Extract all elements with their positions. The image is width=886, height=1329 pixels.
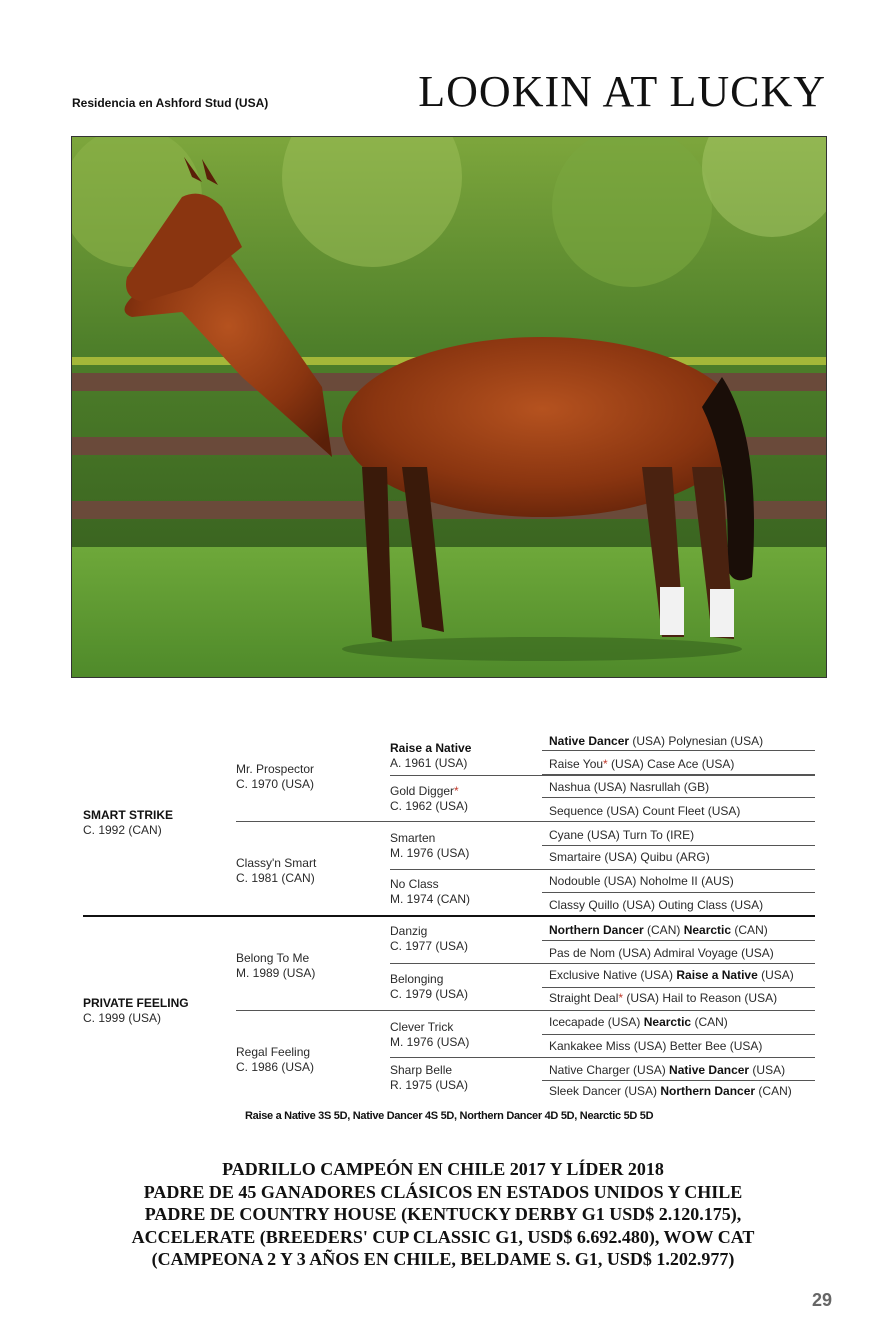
ancestor-detail: M. 1976 (USA) bbox=[390, 846, 470, 860]
achievement-line: PADRILLO CAMPEÓN EN CHILE 2017 Y LÍDER 2018 bbox=[222, 1159, 664, 1179]
ancestor-name: Count Fleet (USA) bbox=[642, 804, 741, 818]
gen3-cell bbox=[390, 784, 468, 814]
ancestor-country: (USA) bbox=[600, 874, 640, 888]
achievement-line: PADRE DE COUNTRY HOUSE (KENTUCKY DERBY G1 USD$ 2.120.175), bbox=[144, 1204, 742, 1224]
rule bbox=[236, 1010, 815, 1011]
ancestor-country: (USA) bbox=[637, 968, 677, 982]
ancestor-name: Native Dancer bbox=[669, 1063, 750, 1077]
ancestor-name: Sleek Dancer bbox=[549, 1084, 622, 1098]
ancestor-country: (USA) bbox=[623, 991, 663, 1005]
pedigree-sire bbox=[83, 808, 173, 838]
gen4-row bbox=[549, 734, 763, 749]
ancestor-name: Belonging bbox=[390, 972, 444, 986]
dam-detail: C. 1999 (USA) bbox=[83, 1011, 162, 1025]
gen4-row bbox=[549, 757, 734, 772]
gen3-cell bbox=[390, 831, 469, 861]
rule bbox=[542, 1080, 815, 1081]
ancestor-country: (USA) bbox=[621, 1084, 661, 1098]
gen4-row bbox=[549, 804, 740, 819]
ancestor-detail: C. 1962 (USA) bbox=[390, 799, 469, 813]
ancestor-country: (USA) bbox=[603, 804, 643, 818]
gen3-cell bbox=[390, 1063, 468, 1093]
rule bbox=[542, 797, 815, 798]
ancestor-name: Nodouble bbox=[549, 874, 601, 888]
gen4-row bbox=[549, 946, 774, 961]
ancestor-name: Polynesian (USA) bbox=[668, 734, 764, 748]
ancestor-name: Admiral Voyage (USA) bbox=[653, 946, 774, 960]
rule bbox=[542, 845, 815, 846]
ancestor-name: Noholme II (AUS) bbox=[639, 874, 734, 888]
ancestor-detail: M. 1974 (CAN) bbox=[390, 892, 471, 906]
ancestor-name: Raise You bbox=[549, 757, 604, 771]
ancestor-detail: A. 1961 (USA) bbox=[390, 756, 468, 770]
gen3-cell bbox=[390, 1020, 469, 1050]
ancestor-detail: C. 1970 (USA) bbox=[236, 777, 315, 791]
gen4-row bbox=[549, 828, 694, 843]
ancestor-name: Nearctic bbox=[683, 923, 732, 937]
horse-illustration bbox=[72, 137, 826, 677]
gen4-row bbox=[549, 1084, 792, 1099]
ancestor-country: (USA) bbox=[629, 1063, 670, 1077]
pedigree-dam bbox=[83, 996, 189, 1026]
ancestor-name: Straight Deal bbox=[549, 991, 619, 1005]
rule bbox=[542, 892, 815, 893]
rule bbox=[542, 750, 815, 751]
dam-name: PRIVATE FEELING bbox=[83, 996, 189, 1010]
rule bbox=[390, 869, 815, 870]
ancestor-name: Native Charger bbox=[549, 1063, 630, 1077]
ancestor-name: Nearctic bbox=[643, 1015, 692, 1029]
ancestor-name: Outing Class (USA) bbox=[658, 898, 764, 912]
gen2-cell bbox=[236, 856, 316, 886]
star-mark: * bbox=[603, 757, 608, 771]
gen4-row bbox=[549, 923, 768, 938]
ancestor-name: Gold Digger bbox=[390, 784, 455, 798]
gen4-row bbox=[549, 850, 710, 865]
ancestor-detail: C. 1977 (USA) bbox=[390, 939, 469, 953]
gen4-row bbox=[549, 898, 763, 913]
gen2-cell bbox=[236, 1045, 314, 1075]
ancestor-country: (USA) bbox=[619, 898, 659, 912]
sire-name: SMART STRIKE bbox=[83, 808, 173, 822]
rule-divider bbox=[83, 915, 815, 917]
ancestor-name: Cyane bbox=[549, 828, 584, 842]
rule bbox=[542, 987, 815, 988]
ancestor-name: Raise a Native bbox=[676, 968, 758, 982]
gen4-row bbox=[549, 780, 709, 795]
rule bbox=[390, 963, 815, 964]
star-mark: * bbox=[618, 991, 624, 1005]
horse-name-title: LOOKIN AT LUCKY bbox=[418, 67, 826, 116]
ancestor-country: (CAN) bbox=[755, 1084, 792, 1098]
ancestor-name: No Class bbox=[390, 877, 439, 891]
achievement-line: (CAMPEONA 2 Y 3 AÑOS EN CHILE, BELDAME S. G1, USD$ 1.202.977) bbox=[151, 1249, 735, 1269]
ancestor-name: Danzig bbox=[390, 924, 428, 938]
ancestor-detail: R. 1975 (USA) bbox=[390, 1078, 469, 1092]
ancestor-detail: M. 1976 (USA) bbox=[390, 1035, 470, 1049]
ancestor-detail: C. 1986 (USA) bbox=[236, 1060, 315, 1074]
ancestor-name: Turn To (IRE) bbox=[622, 828, 695, 842]
ancestor-name: Mr. Prospector bbox=[236, 762, 315, 776]
rule bbox=[390, 775, 815, 776]
ancestor-name: Quibu (ARG) bbox=[640, 850, 710, 864]
gen4-row bbox=[549, 1039, 762, 1054]
ancestor-name: Raise a Native bbox=[390, 741, 472, 755]
gen2-cell bbox=[236, 951, 315, 981]
ancestor-name: Hail to Reason (USA) bbox=[662, 991, 778, 1005]
ancestor-country: (CAN) bbox=[731, 923, 768, 937]
ancestor-name: Case Ace (USA) bbox=[647, 757, 735, 771]
ancestor-name: Sharp Belle bbox=[390, 1063, 453, 1077]
ancestor-country: (CAN) bbox=[691, 1015, 728, 1029]
ancestor-country: (USA) bbox=[607, 757, 648, 771]
ancestor-name: Sequence bbox=[549, 804, 604, 818]
residence-label: Residencia en Ashford Stud (USA) bbox=[72, 96, 269, 110]
ancestor-country: (USA) bbox=[615, 946, 654, 960]
gen4-row bbox=[549, 1063, 785, 1078]
star-mark: * bbox=[454, 784, 459, 798]
gen3-cell bbox=[390, 741, 471, 771]
ancestor-country: (USA) bbox=[604, 1015, 644, 1029]
inbreeding-note: Raise a Native 3S 5D, Native Dancer 4S 5D, Northern Dancer 4D 5D, Nearctic 5D 5D bbox=[245, 1110, 654, 1122]
ancestor-name: Icecapade bbox=[549, 1015, 605, 1029]
ancestor-detail: C. 1979 (USA) bbox=[390, 987, 469, 1001]
ancestor-country: (USA) bbox=[590, 780, 630, 794]
ancestor-name: Belong To Me bbox=[236, 951, 310, 965]
achievement-line: PADRE DE 45 GANADORES CLÁSICOS EN ESTADOS UNIDOS Y CHILE bbox=[143, 1181, 743, 1202]
gen2-cell bbox=[236, 762, 314, 792]
ancestor-name: Classy Quillo bbox=[549, 898, 620, 912]
gen4-row bbox=[549, 991, 777, 1006]
ancestor-name: Regal Feeling bbox=[236, 1045, 311, 1059]
ancestor-country: (USA) bbox=[630, 1039, 670, 1053]
ancestor-name: Pas de Nom bbox=[549, 946, 616, 960]
ancestor-name: Northern Dancer bbox=[660, 1084, 756, 1098]
ancestor-country: (USA) bbox=[629, 734, 669, 748]
gen3-cell bbox=[390, 972, 468, 1002]
achievement-line: ACCELERATE (BREEDERS' CUP CLASSIC G1, USD$ 6.692.480), WOW CAT bbox=[131, 1226, 755, 1247]
rule bbox=[542, 940, 815, 941]
gen4-row bbox=[549, 968, 794, 983]
ancestor-name: Nashua bbox=[549, 780, 591, 794]
ancestor-detail: M. 1989 (USA) bbox=[236, 966, 316, 980]
gen4-row bbox=[549, 874, 734, 889]
ancestor-name: Exclusive Native bbox=[549, 968, 638, 982]
ancestor-country: (USA) bbox=[749, 1063, 786, 1077]
horse-photo bbox=[71, 136, 827, 678]
rule bbox=[542, 1034, 815, 1035]
ancestor-name: Better Bee (USA) bbox=[669, 1039, 763, 1053]
ancestor-name: Nasrullah (GB) bbox=[629, 780, 710, 794]
ancestor-country: (CAN) bbox=[643, 923, 684, 937]
ancestor-name: Clever Trick bbox=[390, 1020, 454, 1034]
ancestor-name: Classy'n Smart bbox=[236, 856, 317, 870]
ancestor-detail: C. 1981 (CAN) bbox=[236, 871, 315, 885]
gen3-cell bbox=[390, 877, 470, 907]
ancestor-name: Northern Dancer bbox=[549, 923, 644, 937]
page-number: 29 bbox=[811, 1290, 832, 1310]
ancestor-country: (USA) bbox=[583, 828, 623, 842]
sire-detail: C. 1992 (CAN) bbox=[83, 823, 162, 837]
ancestor-name: Smarten bbox=[390, 831, 436, 845]
ancestor-country: (USA) bbox=[757, 968, 794, 982]
ancestor-name: Smartaire bbox=[549, 850, 602, 864]
ancestor-name: Kankakee Miss bbox=[549, 1039, 631, 1053]
ancestor-country: (USA) bbox=[601, 850, 641, 864]
gen3-cell bbox=[390, 924, 468, 954]
gen4-row bbox=[549, 1015, 728, 1030]
achievements-block bbox=[0, 1158, 886, 1271]
rule bbox=[390, 1057, 815, 1058]
rule bbox=[236, 821, 815, 822]
ancestor-name: Native Dancer bbox=[549, 734, 630, 748]
